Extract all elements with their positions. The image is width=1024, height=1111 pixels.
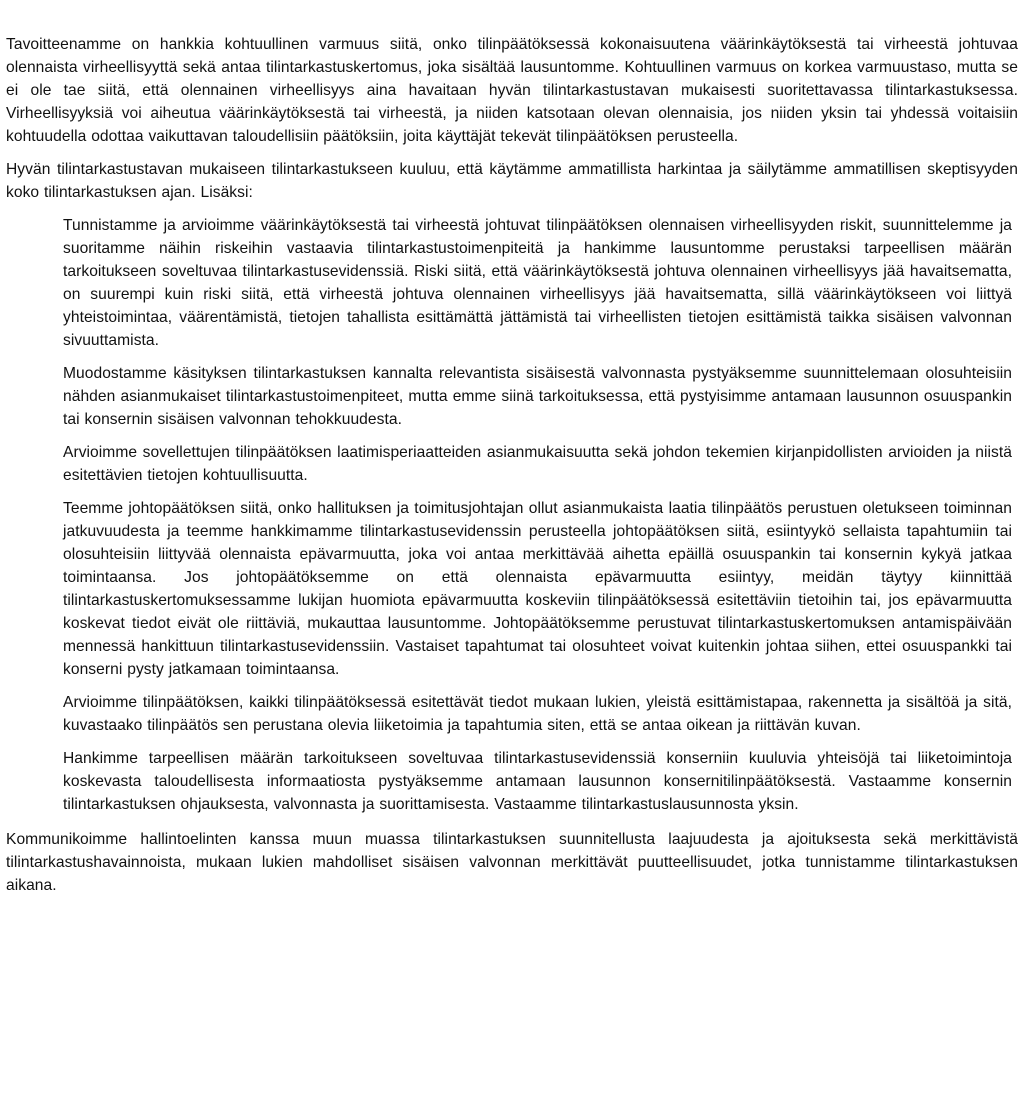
list-item-internal-control: Muodostamme käsityksen tilintarkastuksen kannalta relevantista sisäisestä valvonnasta pystyäksemme suunnittelemaan olosuhteisiin nähden asianmukaiset tilintarkastustoimenpiteet, mutta emme siinä tarkoituksessa, että pystyisimme antamaan lausunnon osuuspankin tai konsernin sisäisen valvonnan tehokkuudesta.: [63, 365, 1012, 428]
list-item-going-concern: Teemme johtopäätöksen siitä, onko hallituksen ja toimitusjohtajan ollut asianmukaista laatia tilinpäätös perustuen oletukseen toiminnan jatkuvuudesta ja teemme hankkimamme tilintarkastusevidenssin perusteella johtopäätöksen siitä, esiintyykö sellaista tapahtumiin tai olosuhteisiin liittyvää olennaista epävarmuutta, joka voi antaa merkittävää aihetta epäillä osuuspankin tai konsernin kykyä jatkaa toimintaansa. Jos johtopäätöksemme on että olennaista epävarmuutta esiintyy, meidän täytyy kiinnittää tilintarkastuskertomuksessamme lukijan huomiota epävarmuutta koskeviin tilinpäätöksessä esitettäviin tietoihin tai, jos epävarmuutta koskevat tiedot eivät ole riittäviä, mukauttaa lausuntomme. Johtopäätöksemme perustuvat tilintarkastuskertomuksen antamispäivään mennessä hankittuun tilintarkastusevidenssiin. Vastaiset tapahtumat tai olosuhteet voivat kuitenkin johtaa siihen, ettei osuuspankki tai konserni pysty jatkamaan toimintaansa.: [63, 500, 1012, 678]
list-item-presentation: Arvioimme tilinpäätöksen, kaikki tilinpäätöksessä esitettävät tiedot mukaan lukien, yleistä esittämistapaa, rakennetta ja sisältöä ja sitä, kuvastaako tilinpäätös sen perustana olevia liiketoimia ja tapahtumia siten, että se antaa oikean ja riittävän kuvan.: [63, 694, 1012, 734]
list-item-risk-assessment: Tunnistamme ja arvioimme väärinkäytöksestä tai virheestä johtuvat tilinpäätöksen olennaisen virheellisyyden riskit, suunnittelemme ja suoritamme näihin riskeihin vastaavia tilintarkastustoimenpiteitä ja hankimme lausuntomme perustaksi tarpeellisen määrän tarkoitukseen soveltuvaa tilintarkastusevidenssiä. Riski siitä, että väärinkäytöksestä johtuva olennainen virheellisyys jää havaitsematta, on suurempi kuin riski siitä, että virheestä johtuva olennainen virheellisyys jää havaitsematta, sillä väärinkäytökseen voi liittyä yhteistoimintaa, väärentämistä, tietojen tahallista esittämättä jättämistä tai virheellisten tietojen esittämistä taikka sisäisen valvonnan sivuuttamista.: [63, 217, 1012, 349]
audit-practice-paragraph: Hyvän tilintarkastustavan mukaiseen tilintarkastukseen kuuluu, että käytämme ammatillista harkintaa ja säilytämme ammatillisen skeptisyyden koko tilintarkastuksen ajan. Lisäksi:: [6, 161, 1018, 201]
list-item-group-audit: Hankimme tarpeellisen määrän tarkoitukseen soveltuvaa tilintarkastusevidenssiä konserniin kuuluvia yhteisöjä tai liiketoimintoja koskevasta taloudellisesta informaatiosta pystyäksemme antamaan lausunnon konsernitilinpäätöksestä. Vastaamme konsernin tilintarkastuksen ohjauksesta, valvonnasta ja suorittamisesta. Vastaamme tilintarkastuslausunnosta yksin.: [63, 750, 1012, 813]
objective-paragraph: Tavoitteenamme on hankkia kohtuullinen varmuus siitä, onko tilinpäätöksessä kokonaisuutena väärinkäytöksestä tai virheestä johtuvaa olennaista virheellisyyttä sekä antaa tilintarkastuskertomus, joka sisältää lausuntomme. Kohtuullinen varmuus on korkea varmuustaso, mutta se ei ole tae siitä, että olennainen virheellisyys aina havaitaan hyvän tilintarkastustavan mukaisesti suoritettavassa tilintarkastuksessa. Virheellisyyksiä voi aiheutua väärinkäytöksestä tai virheestä, ja niiden katsotaan olevan olennaisia, jos niiden yksin tai yhdessä voitaisiin kohtuudella odottaa vaikuttavan taloudellisiin päätöksiin, joita käyttäjät tekevät tilinpäätöksen perusteella.: [6, 36, 1018, 145]
list-item-accounting-policies: Arvioimme sovellettujen tilinpäätöksen laatimisperiaatteiden asianmukaisuutta sekä johdon tekemien kirjanpidollisten arvioiden ja niistä esitettävien tietojen kohtuullisuutta.: [63, 444, 1012, 484]
communication-paragraph: Kommunikoimme hallintoelinten kanssa muun muassa tilintarkastuksen suunnitellusta laajuudesta ja ajoituksesta sekä merkittävistä tilintarkastushavainnoista, mukaan lukien mahdolliset sisäisen valvonnan merkittävät puutteellisuudet, jotka tunnistamme tilintarkastuksen aikana.: [6, 831, 1018, 894]
